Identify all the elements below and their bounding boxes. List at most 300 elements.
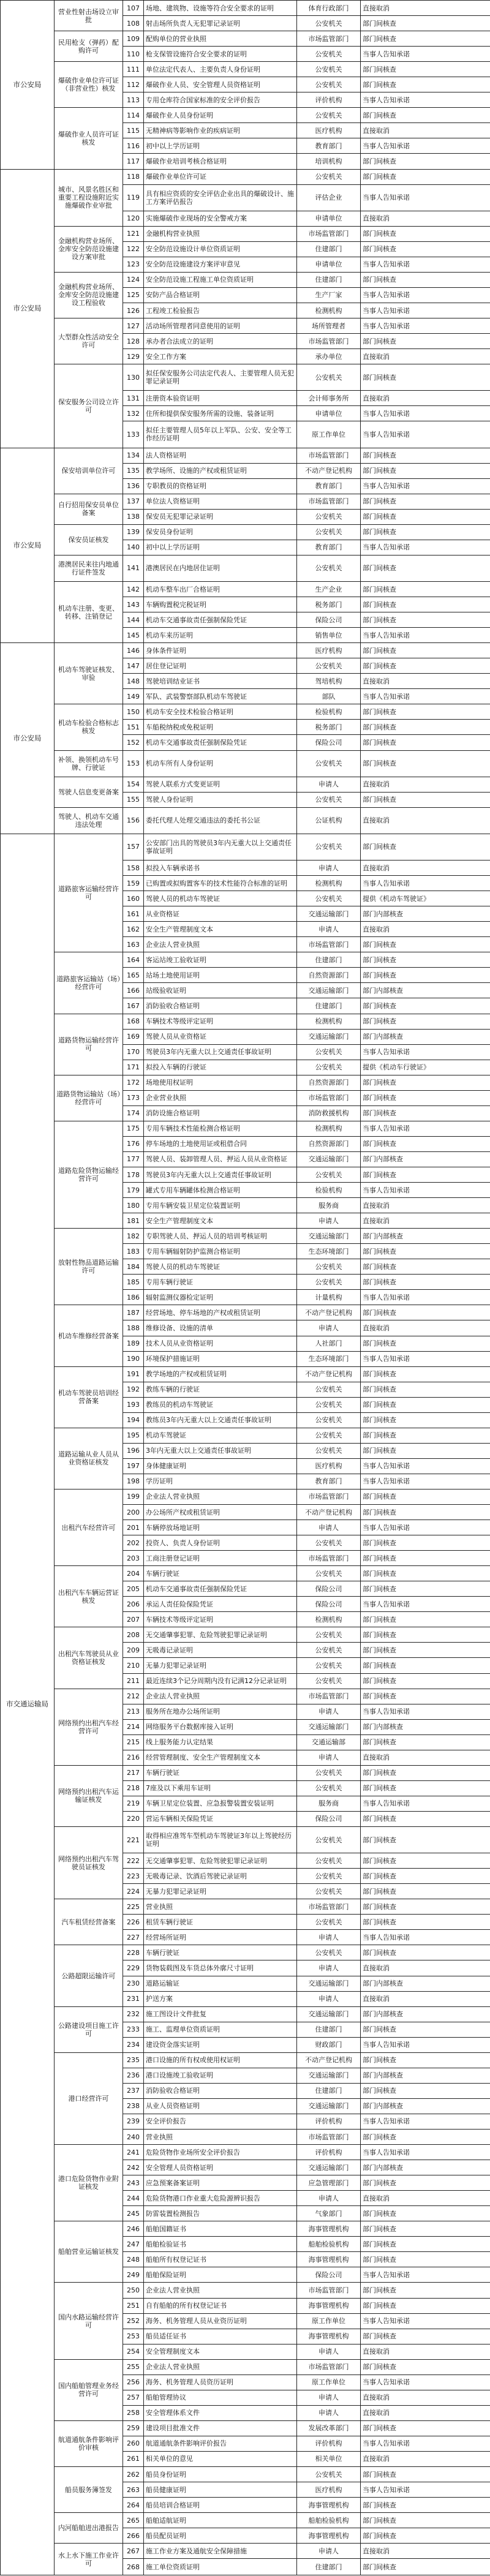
table-row [1,643,490,658]
table-row [1,1827,490,1853]
item-name-cell: 出租汽车驾驶员从业资格证核发 [55,1627,123,1689]
issuing-unit: 公安机关 [297,792,361,807]
handling-method: 部门内部核查 [361,2160,490,2175]
table-row [1,62,490,77]
handling-method: 部门间核查 [361,1658,490,1673]
handling-method: 当事人告知承诺 [361,540,490,555]
issuing-unit: 驾培机构 [297,674,361,689]
table-row [1,1366,490,1382]
certificate-name: 站场土地使用证明 [144,968,297,983]
certificate-name: 机动车驾驶证 [144,1428,297,1443]
certificate-name: 船舶国籍证书 [144,2221,297,2237]
certificate-name: 专用仓库符合国家标准的安全评价报告 [144,92,297,108]
item-name-cell: 补领、换领机动车号牌、行驶证 [55,750,123,777]
row-number: 118 [123,169,144,184]
certificate-name: 租赁车辆行驶证 [144,1915,297,1930]
handling-method: 部门内部核查 [361,2006,490,2022]
row-number: 251 [123,2298,144,2313]
table-row [1,272,490,287]
handling-method: 部门间核查 [361,2359,490,2375]
certificate-name: 船舶保险证明 [144,2267,297,2283]
issuing-unit: 申请人 [297,861,361,876]
row-number: 263 [123,2482,144,2498]
issuing-unit: 检测机构 [297,876,361,891]
item-name-cell: 爆破作业人员许可证核发 [55,108,123,169]
issuing-unit: 公安机关 [297,555,361,581]
row-number: 108 [123,16,144,31]
certificate-name: 驾驶人身份证明 [144,792,297,807]
handling-method: 直接取消 [361,1750,490,1765]
certificate-name: 车船税纳税或免税证明 [144,720,297,735]
table-row [1,1229,490,1244]
issuing-unit: 公安机关 [297,1167,361,1182]
handling-method: 部门间核查 [361,2022,490,2037]
handling-method: 部门间核查 [361,2175,490,2191]
handling-method: 直接取消 [361,777,490,792]
issuing-unit: 公安机关 [297,47,361,62]
row-number: 245 [123,2206,144,2221]
row-number: 200 [123,1505,144,1520]
table-row [1,704,490,720]
issuing-unit: 海事管理机构 [297,2252,361,2267]
issuing-unit: 住建部门 [297,2083,361,2098]
issuing-unit: 住建部门 [297,952,361,968]
handling-method: 部门内部核查 [361,1151,490,1167]
row-number: 213 [123,1704,144,1719]
row-number: 175 [123,1121,144,1136]
row-number: 240 [123,2129,144,2144]
issuing-unit: 公证机构 [297,807,361,834]
handling-method: 部门间核查 [361,1397,490,1412]
row-number: 211 [123,1673,144,1689]
issuing-unit: 公安机关 [297,1259,361,1275]
row-number: 162 [123,922,144,937]
certificate-name: 拟投入车辆承诺书 [144,861,297,876]
issuing-unit: 公安机关 [297,1658,361,1673]
handling-method: 部门间核查 [361,2252,490,2267]
table-row [1,2145,490,2160]
issuing-unit: 市场监管部门 [297,1090,361,1105]
row-number: 255 [123,2359,144,2375]
issuing-unit: 公安机关 [297,750,361,777]
row-number: 170 [123,1044,144,1060]
issuing-unit: 医疗机构 [297,123,361,138]
certificate-name: 船员配员证明 [144,2528,297,2544]
issuing-unit: 申请人 [297,1520,361,1535]
issuing-unit: 教育部门 [297,138,361,154]
handling-method: 当事人告知承诺 [361,287,490,303]
department-cell: 市公安局 [1,1,55,170]
certificate-name: 无交通肇事犯罪、危险驾驶犯罪记录证明 [144,1853,297,1869]
row-number: 128 [123,334,144,349]
handling-method: 当事人告知承诺 [361,1930,490,1945]
table-row [1,2052,490,2068]
row-number: 226 [123,1915,144,1930]
certificate-name: 公安部门出具的驾驶员3年内无重大以上交通责任事故证明 [144,834,297,860]
handling-method: 当事人告知承诺 [361,2313,490,2329]
row-number: 188 [123,1320,144,1336]
certificate-name: 注册资本验资证明 [144,391,297,406]
certificate-name: 无吸毒记录、饮酒后驾驶记录证明 [144,1869,297,1884]
certificate-name: 拟投入车辆的行驶证 [144,1060,297,1075]
certificate-name: 车辆停放场地证明 [144,1520,297,1535]
issuing-unit: 公安机关 [297,1853,361,1869]
issuing-unit: 申请人 [297,1930,361,1945]
certificate-name: 港口设施的所有权或使用权证明 [144,2052,297,2068]
row-number: 112 [123,77,144,92]
table-row [1,777,490,792]
row-number: 138 [123,509,144,524]
row-number: 152 [123,735,144,750]
issuing-unit: 公安机关 [297,1884,361,1899]
row-number: 110 [123,47,144,62]
handling-method: 部门间核查 [361,1336,490,1351]
handling-method: 当事人告知承诺 [361,1597,490,1612]
issuing-unit: 公安机关 [297,891,361,906]
handling-method: 当事人告知承诺 [361,138,490,154]
certificate-name: 施工单位资质证明 [144,2559,297,2575]
certificate-name: 无交通肇事犯罪、危险驾驶犯罪记录证明 [144,1627,297,1643]
row-number: 209 [123,1643,144,1658]
certificate-name: 船员健康证明 [144,2482,297,2498]
issuing-unit: 人社部门 [297,1336,361,1351]
handling-method: 当事人告知承诺 [361,1121,490,1136]
certificate-name: 消防验收合格证明 [144,998,297,1014]
certificate-name: 企业营业执照 [144,1090,297,1105]
issuing-unit: 公安机关 [297,1566,361,1581]
issuing-unit: 交通运输部门 [297,1719,361,1734]
row-number: 164 [123,952,144,968]
handling-method: 部门间核查 [361,1811,490,1826]
table-row [1,1428,490,1443]
certificate-name: 安全防范设施设计单位资质证明 [144,241,297,257]
row-number: 203 [123,1551,144,1566]
issuing-unit: 公安机关 [297,62,361,77]
certificate-name: 驾驶人员的机动车驾驶证 [144,891,297,906]
issuing-unit: 市场监管部门 [297,1689,361,1704]
row-number: 233 [123,2022,144,2037]
issuing-unit: 不动产登记机构 [297,1505,361,1520]
handling-method: 部门间核查 [361,364,490,391]
issuing-unit: 计量机构 [297,1290,361,1305]
row-number: 142 [123,582,144,597]
row-number: 121 [123,226,144,241]
row-number: 140 [123,540,144,555]
handling-method: 部门间核查 [361,1765,490,1780]
handling-method: 部门内部核查 [361,2098,490,2114]
issuing-unit: 市场监管部门 [297,1899,361,1915]
row-number: 212 [123,1689,144,1704]
handling-method: 直接取消 [361,674,490,689]
row-number: 111 [123,62,144,77]
issuing-unit: 生产厂家 [297,287,361,303]
row-number: 254 [123,2344,144,2359]
handling-method: 部门间核查 [361,77,490,92]
table-row [1,2283,490,2298]
issuing-unit: 公安机关 [297,1627,361,1643]
handling-method: 部门间核查 [361,1915,490,1930]
certificate-name: 教学场所、设施的产权或租赁证明 [144,463,297,478]
issuing-unit: 交通运输部门 [297,1029,361,1044]
department-cell: 市公安局 [1,448,55,643]
issuing-unit: 检测机构 [297,1121,361,1136]
certificate-name: 安全生产管理制度文本 [144,922,297,937]
certificate-name: 海务、机务管理人员从业资历证明 [144,2313,297,2329]
certificate-name: 工程竣工检验报告 [144,303,297,318]
row-number: 192 [123,1382,144,1397]
issuing-unit: 评价机构 [297,2145,361,2160]
certificate-name: 航道通航条件影响评价报告 [144,2436,297,2451]
handling-method: 部门间核查 [361,1075,490,1090]
item-name-cell: 港口危险货物作业附证核发 [55,2145,123,2221]
row-number: 221 [123,1827,144,1853]
certificate-name: 消防验收合格证明 [144,2083,297,2098]
certificate-name: 专职驾驶人员、押运人员的培训考核证明 [144,1229,297,1244]
issuing-unit: 申请单位 [297,406,361,421]
issuing-unit: 不动产登记机构 [297,463,361,478]
table-row [1,1075,490,1090]
certificate-name: 取得相应准驾车型机动车驾驶证3年以上驾驶经历证明 [144,1827,297,1853]
issuing-unit: 评价机构 [297,2436,361,2451]
row-number: 266 [123,2528,144,2544]
issuing-unit: 公安机关 [297,658,361,674]
issuing-unit: 公安机关 [297,1428,361,1443]
row-number: 242 [123,2160,144,2175]
handling-method: 部门间核查 [361,582,490,597]
certificate-name: 危险货物作业场所安全评价报告 [144,2145,297,2160]
certificate-name: 教练车辆的行驶证 [144,1382,297,1397]
handling-method: 部门间核查 [361,1382,490,1397]
issuing-unit: 生态环境部门 [297,1244,361,1259]
issuing-unit: 市场监管部门 [297,1551,361,1566]
table-row [1,494,490,509]
issuing-unit: 场所管理者 [297,318,361,334]
row-number: 117 [123,154,144,169]
row-number: 156 [123,807,144,834]
certificate-name: 单位法人资格证明 [144,494,297,509]
row-number: 136 [123,478,144,494]
handling-method: 当事人告知承诺 [361,2482,490,2498]
row-number: 243 [123,2175,144,2191]
certificate-name: 保安员无犯罪记录证明 [144,509,297,524]
handling-method: 直接取消 [361,1198,490,1213]
certificate-name: 施工作业方案及通航安全保障措施 [144,2544,297,2559]
issuing-unit: 公安机关 [297,1443,361,1458]
certificate-name: 辐射监测仪器检定证明 [144,1290,297,1305]
table-row [1,318,490,334]
row-number: 190 [123,1351,144,1366]
issuing-unit: 生态环境部门 [297,1351,361,1366]
issuing-unit: 体育行政部门 [297,1,361,16]
handling-method: 直接取消 [361,1320,490,1336]
item-name-cell: 保安服务公司设立许可 [55,364,123,448]
issuing-unit: 申请人 [297,777,361,792]
certificate-name: 从业人员资格证明 [144,2098,297,2114]
row-number: 177 [123,1151,144,1167]
certificate-name: 场地使用权证明 [144,1075,297,1090]
table-row [1,1305,490,1320]
certificate-name: 专用车辆安装卫星定位装置证明 [144,1198,297,1213]
row-number: 139 [123,524,144,540]
certificate-name: 维修设备、设施的清单 [144,1320,297,1336]
row-number: 207 [123,1612,144,1627]
certificate-name: 教练员的机动车驾驶证 [144,1397,297,1412]
table-row [1,582,490,597]
certificate-name: 停车场地的土地使用证或租借合同 [144,1136,297,1151]
row-number: 123 [123,257,144,272]
issuing-unit: 公安机关 [297,1060,361,1075]
certificate-name: 施工、监理单位资质证明 [144,2022,297,2037]
item-name-cell: 船舶营业运输证核发 [55,2221,123,2283]
issuing-unit: 公安机关 [297,1397,361,1412]
row-number: 264 [123,2498,144,2513]
issuing-unit: 承办单位 [297,349,361,364]
certificate-name: 承办者合法成立的证明 [144,334,297,349]
row-number: 132 [123,406,144,421]
issuing-unit: 公安机关 [297,77,361,92]
table-row [1,2420,490,2436]
row-number: 231 [123,1991,144,2006]
item-name-cell: 道路货物运输站（场）经营许可 [55,1075,123,1121]
table-row [1,2513,490,2528]
issuing-unit: 公安机关 [297,1535,361,1551]
table-row [1,1945,490,1960]
row-number: 189 [123,1336,144,1351]
row-number: 169 [123,1029,144,1044]
handling-method: 部门间核查 [361,555,490,581]
row-number: 109 [123,31,144,47]
certificate-name: 驾驶员3年内无重大以上交通责任事故证明 [144,1044,297,1060]
row-number: 229 [123,1960,144,1976]
table-row [1,952,490,968]
row-number: 262 [123,2467,144,2482]
handling-method: 部门间核查 [361,108,490,123]
row-number: 228 [123,1945,144,1960]
handling-method: 部门间核查 [361,494,490,509]
row-number: 137 [123,494,144,509]
certificate-name: 护送方案 [144,1991,297,2006]
issuing-unit: 交通运输部门 [297,2160,361,2175]
issuing-unit: 检验机构 [297,704,361,720]
handling-method: 直接取消 [361,1960,490,1976]
certificate-name: 车辆卫星定位装置、应急报警装置安装证明 [144,1796,297,1811]
item-name-cell: 驾驶人信息变更备案 [55,777,123,807]
issuing-unit: 住建部门 [297,2022,361,2037]
handling-method: 当事人告知承诺 [361,406,490,421]
handling-method: 部门间核查 [361,1643,490,1658]
handling-method: 部门间核查 [361,154,490,169]
certificate-name: 机动车安全技术检验合格证明 [144,704,297,720]
row-number: 163 [123,937,144,952]
issuing-unit: 市场监管部门 [297,2129,361,2144]
row-number: 234 [123,2037,144,2052]
handling-method: 当事人告知承诺 [361,1044,490,1060]
row-number: 222 [123,1853,144,1869]
certificate-name: 军队、武装警察部队机动车驾驶证 [144,689,297,704]
item-name-cell: 国内船舶管理业务经营许可 [55,2359,123,2420]
row-number: 206 [123,1597,144,1612]
issuing-unit: 检测机构 [297,303,361,318]
table-row [1,2221,490,2237]
certificate-name: 环境保护措施证明 [144,1351,297,1366]
row-number: 248 [123,2252,144,2267]
table-row [1,2544,490,2559]
row-number: 230 [123,1976,144,1991]
handling-method: 部门间核查 [361,2513,490,2528]
handling-method: 直接取消 [361,2544,490,2559]
certificate-name: 网络服务平台数据库接入证明 [144,1719,297,1734]
handling-method: 部门间核查 [361,1780,490,1796]
handling-method: 部门间核查 [361,1673,490,1689]
issuing-unit: 保险公司 [297,2267,361,2283]
certificate-name: 应急预案备案证明 [144,2175,297,2191]
item-name-cell: 机动车检验合格标志核发 [55,704,123,750]
handling-method: 当事人告知承诺 [361,318,490,334]
row-number: 171 [123,1060,144,1075]
issuing-unit: 市场监管部门 [297,334,361,349]
issuing-unit: 不动产登记机构 [297,2052,361,2068]
row-number: 257 [123,2390,144,2405]
row-number: 126 [123,303,144,318]
row-number: 173 [123,1090,144,1105]
issuing-unit: 检测机构 [297,1612,361,1627]
handling-method: 部门间核查 [361,968,490,983]
issuing-unit: 保险公司 [297,612,361,628]
certificate-name: 专用车辆辐射防护监测合格证明 [144,1244,297,1259]
item-name-cell: 城市、风景名胜区和重要工程设施附近实施爆破作业审批 [55,169,123,226]
handling-method: 部门间核查 [361,1090,490,1105]
handling-method: 部门间核查 [361,226,490,241]
handling-method: 部门间核查 [361,448,490,463]
handling-method: 部门间核查 [361,509,490,524]
item-name-cell: 出租汽车车辆运营证核发 [55,1566,123,1627]
certificate-name: 无暴力犯罪记录证明 [144,1884,297,1899]
row-number: 197 [123,1458,144,1474]
row-number: 160 [123,891,144,906]
certificate-name: 承运人责任险保险凭证 [144,1597,297,1612]
row-number: 179 [123,1183,144,1198]
certificate-name: 车辆行驶证 [144,1566,297,1581]
certificate-name: 爆破作业培训考核合格证明 [144,154,297,169]
handling-method: 部门间核查 [361,2083,490,2098]
handling-method: 直接取消 [361,1,490,16]
row-number: 260 [123,2436,144,2451]
handling-method: 部门间核查 [361,1167,490,1182]
certificate-name: 安防产品合格证明 [144,287,297,303]
issuing-unit: 消防救援机构 [297,1105,361,1121]
handling-method: 当事人告知承诺 [361,1704,490,1719]
item-name-cell: 船员服务簿签发 [55,2467,123,2513]
issuing-unit: 发展改革部门 [297,2420,361,2436]
row-number: 184 [123,1259,144,1275]
handling-method: 部门间核查 [361,2129,490,2144]
table-row [1,226,490,241]
handling-method: 部门间核查 [361,1566,490,1581]
certificate-name: 爆破作业单位许可证 [144,169,297,184]
handling-method: 直接取消 [361,2390,490,2405]
certificate-name: 安全管理人员资格证明 [144,2160,297,2175]
certificate-name: 身体条件证明 [144,643,297,658]
handling-method: 部门间核查 [361,998,490,1014]
handling-method: 部门内部核查 [361,1976,490,1991]
row-number: 116 [123,138,144,154]
issuing-unit: 申请人 [297,1320,361,1336]
row-number: 268 [123,2559,144,2575]
certificate-name: 专用车辆行驶证 [144,1275,297,1290]
issuing-unit: 保险公司 [297,735,361,750]
handling-method: 当事人告知承诺 [361,1520,490,1535]
certificate-name: 港澳居民在内地居住证明 [144,555,297,581]
